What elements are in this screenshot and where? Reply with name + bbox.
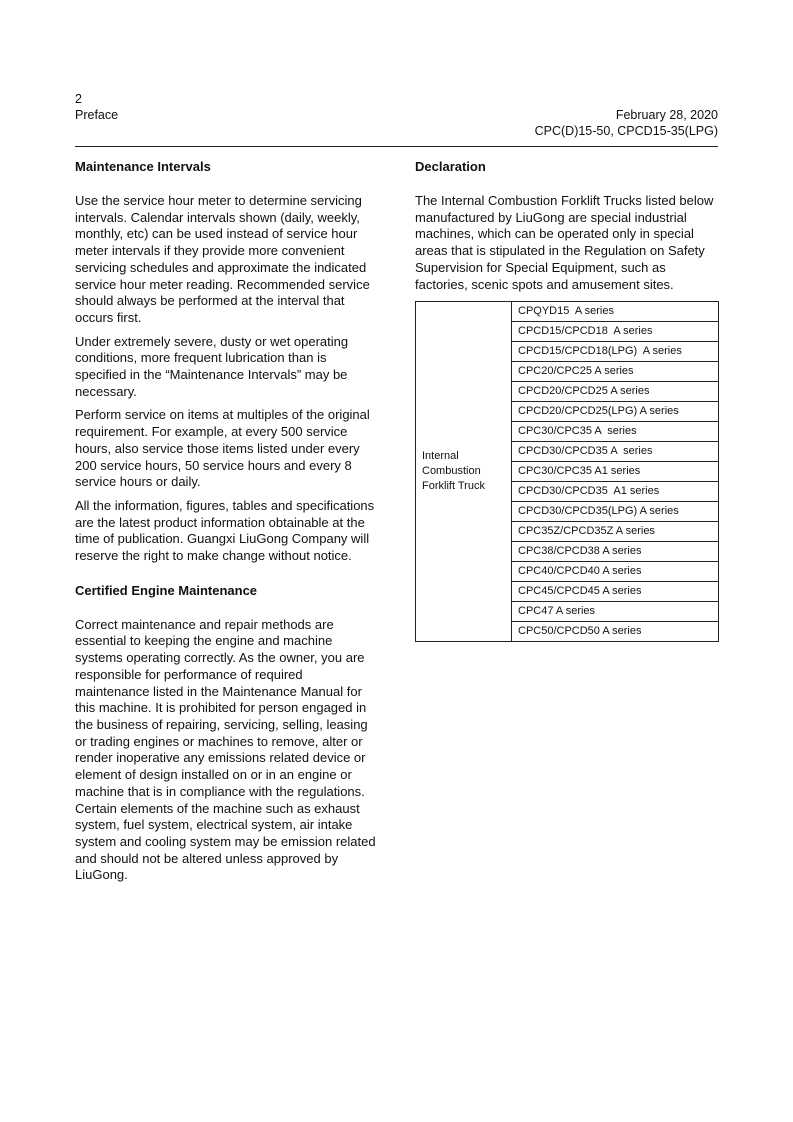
model-cell: CPCD30/CPCD35(LPG) A series	[512, 502, 719, 522]
header-divider	[75, 146, 718, 147]
model-cell: CPC30/CPC35 A1 series	[512, 462, 719, 482]
declaration-heading: Declaration	[415, 159, 486, 174]
model-cell: CPCD20/CPCD25(LPG) A series	[512, 402, 719, 422]
maintenance-intervals-heading: Maintenance Intervals	[75, 159, 211, 174]
certified-engine-heading: Certified Engine Maintenance	[75, 582, 258, 598]
model-cell: CPCD15/CPCD18 A series	[512, 322, 719, 342]
declaration-paragraph: The Internal Combustion Forklift Trucks listed below manufactured by LiuGong are special industrial machines, which can be operated only in special areas that is stipulated in the Regulation on Safety Supervision for Special Equipment, such as factories, scenic spots and amusement sites.	[415, 193, 714, 292]
model-cell: CPCD15/CPCD18(LPG) A series	[512, 342, 719, 362]
model-cell: CPCD20/CPCD25 A series	[512, 382, 719, 402]
left-column	[75, 158, 380, 884]
maintenance-paragraph: Use the service hour meter to determine servicing intervals. Calendar intervals shown (daily, weekly, monthly, etc) can be used instead of service hour meter intervals if they provide more convenient servicing schedules and approximate the indicated service hour meter reading. Recommended service should always be performed at the interval that occurs first.	[75, 193, 370, 325]
model-range: CPC(D)15-50, CPCD15-35(LPG)	[534, 124, 718, 138]
machine-type-cell: Internal Combustion Forklift Truck	[416, 302, 512, 642]
certified-engine-paragraph: Correct maintenance and repair methods are essential to keeping the engine and machine systems operating correctly. As the owner, you are responsible for performance of required maintenance listed in the Maintenance Manual for this machine. It is prohibited for person engaged in the business of repairing, servicing, selling, leasing or trading engines or machines to remove, alter or render inoperative any emissions related device or element of design installed on or in an engine or machine that is in compliance with the regulations. Certain elements of the machine such as exhaust system, fuel system, electrical system, air intake system and cooling system may be emission related and should not be altered unless approved by LiuGong.	[75, 616, 376, 883]
section-title: Preface	[75, 108, 119, 122]
model-cell: CPC20/CPC25 A series	[512, 362, 719, 382]
page-number: 2	[75, 92, 82, 106]
model-cell: CPC38/CPCD38 A series	[512, 542, 719, 562]
model-cell: CPC35Z/CPCD35Z A series	[512, 522, 719, 542]
maintenance-paragraph: Under extremely severe, dusty or wet operating conditions, more frequent lubrication than is specified in the “Maintenance Intervals” may be necessary.	[75, 333, 349, 399]
page-header-right	[535, 107, 718, 139]
model-cell: CPC47 A series	[512, 602, 719, 622]
page-header-left	[75, 91, 118, 123]
maintenance-paragraph: Perform service on items at multiples of the original requirement. For example, at every 500 service hours, also service those items listed under every 200 service hours, 50 service hours and every 8 service hours or daily.	[75, 407, 370, 490]
forklift-models-table	[415, 301, 719, 642]
table-row	[416, 302, 719, 322]
model-cell: CPC30/CPC35 A series	[512, 422, 719, 442]
maintenance-paragraph: All the information, figures, tables and specifications are the latest product information obtainable at the time of publication. Guangxi LiuGong Company will reserve the right to make change without notice.	[75, 497, 375, 564]
model-cell: CPCD30/CPCD35 A1 series	[512, 482, 719, 502]
model-cell: CPC50/CPCD50 A series	[512, 622, 719, 642]
publication-date: February 28, 2020	[615, 108, 718, 122]
model-cell: CPC45/CPCD45 A series	[512, 582, 719, 602]
model-cell: CPCD30/CPCD35 A series	[512, 442, 719, 462]
model-cell: CPQYD15 A series	[512, 302, 719, 322]
model-cell: CPC40/CPCD40 A series	[512, 562, 719, 582]
right-column	[415, 158, 718, 642]
